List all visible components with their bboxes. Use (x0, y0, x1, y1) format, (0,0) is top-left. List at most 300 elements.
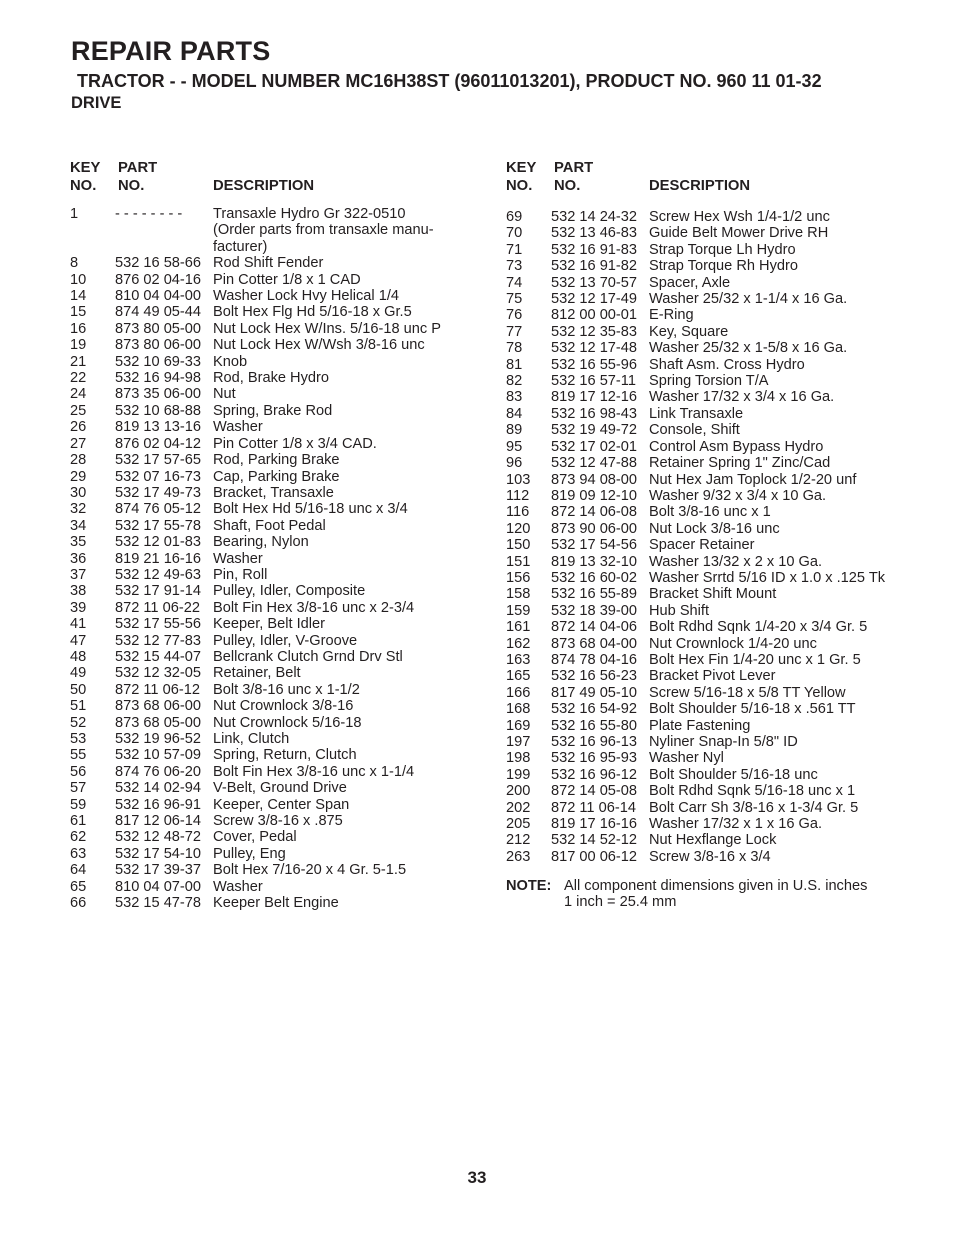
key-number: 63 (70, 845, 87, 862)
part-description: Bolt Fin Hex 3/8-16 unc x 2-3/4 (213, 599, 415, 616)
key-number: 1 (70, 206, 79, 222)
key-number: 36 (70, 550, 87, 567)
table-row (70, 534, 490, 550)
part-description: Nyliner Snap-In 5/8" ID (649, 734, 798, 750)
table-row (506, 537, 926, 553)
part-number: 532 16 94-98 (115, 370, 202, 387)
table-row (70, 206, 490, 255)
part-description: E-Ring (649, 307, 694, 324)
table-row (70, 288, 490, 304)
table-row (506, 586, 926, 602)
description-header: DESCRIPTION (649, 178, 751, 194)
part-number: 532 12 48-72 (115, 829, 202, 846)
table-row (70, 337, 490, 353)
part-description: Nut Crownlock 3/8-16 (213, 698, 354, 715)
key-number: 19 (70, 337, 87, 354)
key-number: 161 (506, 619, 531, 636)
key-header-line1: KEY (506, 160, 537, 176)
part-number: 532 17 55-78 (115, 517, 202, 534)
part-number: 810 04 04-00 (115, 288, 202, 305)
key-number: 49 (70, 665, 87, 682)
part-description: Transaxle Hydro Gr 322-0510 (Order parts from transaxle manu- facturer) (213, 206, 434, 255)
part-description: Pin Cotter 1/8 x 3/4 CAD. (213, 435, 377, 452)
part-number: 532 07 16-73 (115, 468, 202, 485)
key-number: 66 (70, 895, 87, 912)
key-number: 27 (70, 435, 87, 452)
key-number: 59 (70, 796, 87, 813)
table-row (506, 554, 926, 570)
key-number: 116 (506, 504, 530, 521)
table-row (70, 403, 490, 419)
model-subtitle: TRACTOR - - MODEL NUMBER MC16H38ST (96011013201), PRODUCT NO. 960 11 01-32 (77, 71, 822, 91)
key-number: 16 (70, 320, 87, 337)
key-number: 159 (506, 602, 531, 619)
table-row (506, 718, 926, 734)
table-row (506, 668, 926, 684)
part-description: Spring Torsion T/A (649, 373, 769, 390)
part-number: 819 09 12-10 (551, 487, 638, 504)
table-row (70, 764, 490, 780)
part-description: Link, Clutch (213, 731, 290, 747)
part-number: 532 16 95-93 (551, 750, 638, 767)
table-row (70, 272, 490, 288)
key-number: 74 (506, 274, 523, 291)
part-description: Keeper Belt Engine (213, 895, 339, 912)
key-number: 169 (506, 717, 531, 734)
part-number: 876 02 04-12 (115, 435, 202, 452)
part-description: Washer Lock Hvy Helical 1/4 (213, 288, 399, 305)
part-number: 532 16 54-92 (551, 701, 638, 718)
parts-table-left (70, 160, 490, 911)
key-number: 212 (506, 832, 531, 849)
table-row (506, 488, 926, 504)
key-number: 75 (506, 291, 523, 308)
part-number: 873 80 05-00 (115, 320, 202, 337)
part-number: 874 78 04-16 (551, 651, 638, 668)
part-number: 532 16 91-82 (551, 258, 638, 275)
part-number: 532 17 49-73 (115, 484, 202, 501)
part-number: 532 10 69-33 (115, 353, 202, 370)
table-row (506, 521, 926, 537)
part-number: 873 35 06-00 (115, 386, 202, 403)
part-description: Key, Square (649, 323, 729, 340)
part-description: Washer 25/32 x 1-1/4 x 16 Ga. (649, 291, 848, 308)
part-number: 532 12 32-05 (115, 665, 202, 682)
part-number: 532 17 54-56 (551, 537, 638, 554)
part-description: Nut (213, 386, 236, 403)
part-description: Nut Hex Jam Toplock 1/2-20 unf (649, 471, 857, 488)
key-number: 10 (70, 271, 87, 288)
table-row (506, 357, 926, 373)
part-description: Pin Cotter 1/8 x 1 CAD (213, 271, 361, 288)
key-number: 263 (506, 848, 531, 865)
key-number: 55 (70, 747, 87, 764)
part-number: 817 00 06-12 (551, 848, 638, 865)
table-row (70, 518, 490, 534)
part-description: Bolt Hex Fin 1/4-20 unc x 1 Gr. 5 (649, 651, 861, 668)
key-number: 205 (506, 816, 531, 833)
key-number: 69 (506, 209, 523, 225)
part-description: Hub Shift (649, 602, 710, 619)
part-description: Retainer, Belt (213, 665, 301, 682)
part-number: 532 14 02-94 (115, 780, 202, 797)
key-number: 52 (70, 714, 87, 731)
table-row (70, 436, 490, 452)
part-number: 532 17 57-65 (115, 452, 202, 469)
table-row (70, 879, 490, 895)
table-row (506, 570, 926, 586)
part-number: 874 76 05-12 (115, 501, 202, 518)
table-row (506, 422, 926, 438)
part-number: 532 19 49-72 (551, 422, 638, 439)
section-title: DRIVE (71, 94, 122, 112)
part-description: Bolt Rdhd Sqnk 5/16-18 unc x 1 (649, 783, 856, 800)
part-number: 532 12 01-83 (115, 534, 202, 551)
table-row (70, 370, 490, 386)
part-description: Keeper, Belt Idler (213, 616, 325, 633)
key-number: 165 (506, 668, 531, 685)
table-row (506, 619, 926, 635)
table-header (506, 160, 926, 196)
part-number: 532 17 91-14 (115, 583, 202, 600)
table-row (70, 797, 490, 813)
dimension-note (506, 878, 906, 911)
table-row (506, 767, 926, 783)
part-description: Washer 25/32 x 1-5/8 x 16 Ga. (649, 340, 848, 357)
part-number: 532 13 46-83 (551, 225, 638, 242)
key-number: 53 (70, 731, 87, 747)
key-number: 103 (506, 471, 531, 488)
part-description: Spacer Retainer (649, 537, 755, 554)
part-description: Washer Srrtd 5/16 ID x 1.0 x .125 Tk (649, 569, 886, 586)
part-number: 532 10 68-88 (115, 402, 202, 419)
part-number: 532 12 77-83 (115, 632, 202, 649)
table-row (506, 800, 926, 816)
table-row (70, 829, 490, 845)
table-row (506, 701, 926, 717)
key-number: 198 (506, 750, 531, 767)
part-description: Plate Fastening (649, 717, 751, 734)
note-text: All component dimensions given in U.S. inches 1 inch = 25.4 mm (564, 878, 868, 911)
key-number: 71 (506, 241, 523, 258)
part-description: Bolt 3/8-16 unc x 1 (649, 504, 771, 521)
part-number: 532 16 55-89 (551, 586, 638, 603)
part-number: 532 16 91-83 (551, 241, 638, 258)
part-number: 532 17 55-56 (115, 616, 202, 633)
table-row (506, 406, 926, 422)
key-number: 56 (70, 763, 87, 780)
key-number: 34 (70, 517, 87, 534)
key-number: 76 (506, 307, 523, 324)
part-number: 873 68 05-00 (115, 714, 202, 731)
part-description: Screw 3/8-16 x .875 (213, 813, 343, 830)
part-description: Knob (213, 353, 248, 370)
part-description: Retainer Spring 1" Zinc/Cad (649, 455, 831, 472)
part-description: Bolt Rdhd Sqnk 1/4-20 x 3/4 Gr. 5 (649, 619, 868, 636)
part-number: 532 16 60-02 (551, 569, 638, 586)
part-number: 819 13 13-16 (115, 419, 202, 436)
part-number: 819 21 16-16 (115, 550, 202, 567)
table-row (70, 665, 490, 681)
part-number: 532 16 58-66 (115, 255, 202, 272)
table-row (70, 862, 490, 878)
table-row (506, 439, 926, 455)
key-number: 47 (70, 632, 87, 649)
table-row (506, 373, 926, 389)
part-number: 819 17 12-16 (551, 389, 638, 406)
part-number: 874 76 06-20 (115, 763, 202, 780)
part-number: 532 12 49-63 (115, 566, 202, 583)
table-row (506, 389, 926, 405)
part-description: Washer (213, 878, 263, 895)
table-row (506, 340, 926, 356)
table-row (70, 698, 490, 714)
part-number: 532 17 54-10 (115, 845, 202, 862)
key-number: 197 (506, 734, 531, 750)
part-description: Strap Torque Lh Hydro (649, 241, 796, 258)
table-row (70, 386, 490, 402)
part-description: Washer Nyl (649, 750, 724, 767)
table-row (70, 583, 490, 599)
table-row (70, 354, 490, 370)
part-number: 872 11 06-12 (115, 681, 200, 698)
key-number: 95 (506, 438, 523, 455)
part-number: 532 19 96-52 (115, 731, 202, 747)
part-description: Screw Hex Wsh 1/4-1/2 unc (649, 209, 830, 225)
table-row (506, 504, 926, 520)
part-description: Bolt 3/8-16 unc x 1-1/2 (213, 681, 360, 698)
part-description: Rod, Brake Hydro (213, 370, 329, 387)
note-label: NOTE: (506, 878, 552, 894)
key-number: 29 (70, 468, 87, 485)
part-description: Nut Lock 3/8-16 unc (649, 520, 780, 537)
part-description: Bolt Hex 7/16-20 x 4 Gr. 5-1.5 (213, 862, 407, 879)
key-number: 200 (506, 783, 531, 800)
part-number: 532 15 44-07 (115, 648, 202, 665)
table-row (70, 304, 490, 320)
part-description: Bolt Hex Hd 5/16-18 unc x 3/4 (213, 501, 408, 518)
part-number: 873 80 06-00 (115, 337, 202, 354)
table-row (70, 813, 490, 829)
part-description: Bolt Shoulder 5/16-18 x .561 TT (649, 701, 856, 718)
table-row (70, 452, 490, 468)
key-number: 41 (70, 616, 87, 633)
key-number: 151 (506, 553, 531, 570)
part-number: 872 14 04-06 (551, 619, 638, 636)
table-row (70, 731, 490, 747)
key-number: 35 (70, 534, 87, 551)
part-description: Pulley, Idler, V-Groove (213, 632, 358, 649)
key-number: 162 (506, 635, 531, 652)
table-row (70, 682, 490, 698)
table-row (506, 750, 926, 766)
part-number: 817 49 05-10 (551, 684, 638, 701)
key-number: 89 (506, 422, 523, 439)
table-row (70, 747, 490, 763)
key-number: 65 (70, 878, 87, 895)
table-row (70, 649, 490, 665)
key-number: 77 (506, 323, 523, 340)
part-number: 872 14 05-08 (551, 783, 638, 800)
key-number: 96 (506, 455, 523, 472)
key-number: 51 (70, 698, 87, 715)
key-number: 48 (70, 648, 87, 665)
part-number: 532 16 98-43 (551, 405, 638, 422)
key-number: 28 (70, 452, 87, 469)
part-description: Nut Lock Hex W/Wsh 3/8-16 unc (213, 337, 425, 354)
part-number: 532 17 39-37 (115, 862, 202, 879)
description-header: DESCRIPTION (213, 178, 315, 194)
key-number: 112 (506, 487, 530, 504)
part-description: Cover, Pedal (213, 829, 297, 846)
part-description: Console, Shift (649, 422, 740, 439)
part-description: Nut Crownlock 1/4-20 unc (649, 635, 817, 652)
table-row (506, 816, 926, 832)
part-description: Washer 13/32 x 2 x 10 Ga. (649, 553, 823, 570)
key-number: 8 (70, 255, 79, 272)
table-row (70, 633, 490, 649)
key-number: 64 (70, 862, 87, 879)
table-header (70, 160, 490, 196)
part-description: Washer (213, 550, 263, 567)
table-row (70, 551, 490, 567)
key-number: 14 (70, 288, 87, 305)
part-description: Screw 3/8-16 x 3/4 (649, 848, 771, 865)
part-number: 532 16 57-11 (551, 373, 636, 390)
key-number: 62 (70, 829, 87, 846)
part-number: 810 04 07-00 (115, 878, 202, 895)
key-number: 24 (70, 386, 87, 403)
part-header-line1: PART (118, 160, 158, 176)
table-row (70, 567, 490, 583)
part-description: Bolt Hex Flg Hd 5/16-18 x Gr.5 (213, 304, 412, 321)
part-number: 532 14 52-12 (551, 832, 638, 849)
key-number: 70 (506, 225, 523, 242)
key-number: 25 (70, 402, 87, 419)
part-number: 532 12 47-88 (551, 455, 638, 472)
part-header-line2: NO. (118, 178, 145, 194)
part-description: Washer 17/32 x 1 x 16 Ga. (649, 816, 823, 833)
key-number: 202 (506, 799, 531, 816)
table-row (506, 734, 926, 750)
table-row (70, 616, 490, 632)
part-description: Shaft Asm. Cross Hydro (649, 356, 805, 373)
table-row (506, 832, 926, 848)
part-number: 532 16 96-12 (551, 766, 638, 783)
table-row (506, 603, 926, 619)
key-number: 120 (506, 520, 531, 537)
key-number: 15 (70, 304, 87, 321)
key-number: 83 (506, 389, 523, 406)
part-number: 532 10 57-09 (115, 747, 202, 764)
key-number: 168 (506, 701, 531, 718)
parts-table-right (506, 160, 926, 865)
table-row (70, 255, 490, 271)
part-description: Bearing, Nylon (213, 534, 309, 551)
part-description: Keeper, Center Span (213, 796, 350, 813)
part-number: - - - - - - - - (115, 206, 183, 222)
part-description: Spring, Return, Clutch (213, 747, 357, 764)
table-row (506, 636, 926, 652)
part-number: 874 49 05-44 (115, 304, 202, 321)
key-number: 30 (70, 484, 87, 501)
table-row (506, 225, 926, 241)
table-row (506, 685, 926, 701)
part-number: 532 12 17-48 (551, 340, 638, 357)
part-number: 872 14 06-08 (551, 504, 638, 521)
table-row (70, 715, 490, 731)
table-row (506, 209, 926, 225)
part-number: 532 14 24-32 (551, 209, 638, 225)
part-description: Link Transaxle (649, 405, 744, 422)
table-row (506, 275, 926, 291)
table-row (506, 291, 926, 307)
key-number: 156 (506, 569, 531, 586)
part-number: 819 17 16-16 (551, 816, 638, 833)
key-header-line2: NO. (70, 178, 97, 194)
table-row (506, 783, 926, 799)
part-description: Rod Shift Fender (213, 255, 324, 272)
part-header-line2: NO. (554, 178, 581, 194)
key-number: 26 (70, 419, 87, 436)
key-number: 57 (70, 780, 87, 797)
part-description: Pulley, Eng (213, 845, 286, 862)
part-number: 876 02 04-16 (115, 271, 202, 288)
key-number: 39 (70, 599, 87, 616)
table-row (70, 321, 490, 337)
key-number: 22 (70, 370, 87, 387)
part-description: Bracket Shift Mount (649, 586, 777, 603)
key-number: 163 (506, 651, 531, 668)
key-number: 82 (506, 373, 523, 390)
page-number: 33 (467, 1168, 487, 1187)
part-number: 532 12 35-83 (551, 323, 638, 340)
page-title: REPAIR PARTS (71, 36, 271, 66)
part-description: V-Belt, Ground Drive (213, 780, 347, 797)
part-description: Bracket, Transaxle (213, 484, 334, 501)
part-description: Washer 17/32 x 3/4 x 16 Ga. (649, 389, 835, 406)
key-number: 78 (506, 340, 523, 357)
key-header-line2: NO. (506, 178, 533, 194)
part-description: Washer 9/32 x 3/4 x 10 Ga. (649, 487, 827, 504)
part-number: 532 16 55-80 (551, 717, 638, 734)
part-description: Spring, Brake Rod (213, 402, 333, 419)
part-description: Nut Lock Hex W/Ins. 5/16-18 unc P (213, 320, 441, 337)
table-row (70, 485, 490, 501)
part-description: Bracket Pivot Lever (649, 668, 776, 685)
part-header-line1: PART (554, 160, 594, 176)
part-number: 817 12 06-14 (115, 813, 202, 830)
part-description: Cap, Parking Brake (213, 468, 340, 485)
key-number: 38 (70, 583, 87, 600)
part-description: Bellcrank Clutch Grnd Drv Stl (213, 648, 403, 665)
part-number: 532 16 55-96 (551, 356, 638, 373)
parts-list-left (70, 206, 490, 911)
key-number: 150 (506, 537, 531, 554)
part-description: Nut Crownlock 5/16-18 (213, 714, 362, 731)
part-description: Pin, Roll (213, 566, 268, 583)
part-description: Shaft, Foot Pedal (213, 517, 326, 534)
part-number: 532 12 17-49 (551, 291, 638, 308)
table-row (506, 455, 926, 471)
table-row (506, 849, 926, 865)
part-number: 532 16 96-91 (115, 796, 202, 813)
part-number: 532 15 47-78 (115, 895, 202, 912)
table-row (70, 780, 490, 796)
part-description: Guide Belt Mower Drive RH (649, 225, 829, 242)
parts-list-right (506, 209, 926, 865)
key-number: 21 (70, 353, 87, 370)
